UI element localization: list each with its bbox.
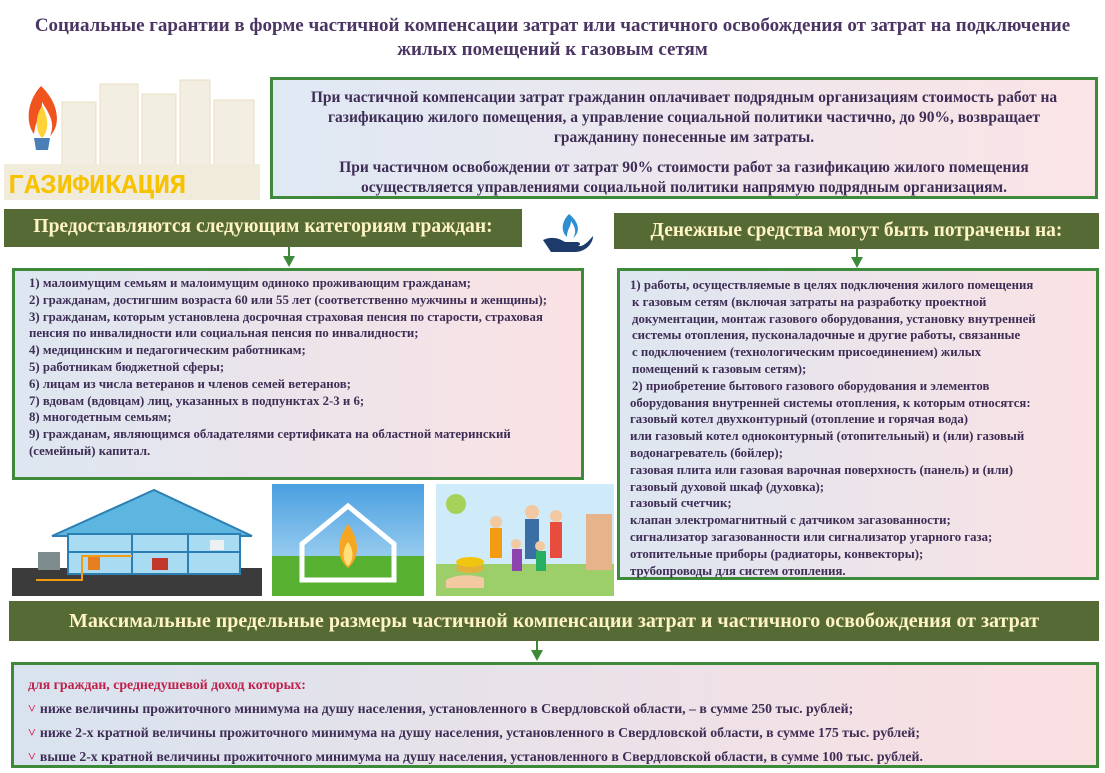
- down-arrow-icon: [531, 650, 543, 661]
- list-line: к газовым сетям (включая затраты на разработку проектной: [632, 294, 987, 309]
- list-item: [28, 697, 1086, 721]
- hand-flame-icon: [541, 210, 595, 254]
- list-item-text: выше 2-х кратной величины прожиточного минимума на душу населения, установленного в Свердловской области, в сумме 100 тыс. рублей.: [39, 749, 923, 764]
- list-line: газовый духовой шкаф (духовка);: [630, 479, 825, 494]
- gas-flame-icon: [29, 86, 57, 150]
- list-line: газовая плита или газовая варочная поверхность (панель) и (или): [630, 462, 1014, 477]
- list-line: системы отопления, пусконаладочные и другие работы, связанные: [632, 328, 1021, 343]
- list-line: помещений к газовым сетям);: [632, 361, 807, 376]
- list-line: трубопроводы для систем отопления.: [630, 563, 846, 578]
- check-mark-icon: ˅: [28, 701, 36, 716]
- house-flame-illustration: [272, 484, 424, 596]
- list-item: [28, 721, 1086, 745]
- max-heading: Максимальные предельные размеры частичной компенсации затрат и частичного освобождения от затрат: [9, 601, 1099, 641]
- family-illustration: [436, 484, 614, 596]
- list-line: 1) работы, осуществляемые в целях подключения жилого помещения: [630, 278, 1034, 292]
- list-item: 4) медицинским и педагогическим работникам;: [29, 343, 306, 358]
- logo-text: ГАЗИФИКАЦИЯ: [8, 172, 187, 200]
- gasification-logo: [4, 72, 260, 200]
- list-item: 6) лицам из числа ветеранов и членов семей ветеранов;: [29, 376, 351, 391]
- arrow-stem: [288, 247, 290, 256]
- list-item-text: ниже 2-х кратной величины прожиточного минимума на душу населения, установленного в Свердловской области, в сумме 175 тыс. рублей;: [39, 725, 920, 740]
- intro-paragraph-1: При частичной компенсации затрат гражданин оплачивает подрядным организациям стоимость работ на газификацию жилого помещения, а управление социальной политики частично, до 90%, возвращает гражданину понесенные им затраты.: [310, 89, 1058, 146]
- arrow-stem: [856, 249, 858, 257]
- list-line: сигнализатор загазованности или сигнализатор угарного газа;: [630, 529, 993, 544]
- spending-list: [617, 268, 1099, 580]
- list-item: [28, 745, 1086, 769]
- page-title: Социальные гарантии в форме частичной компенсации затрат или частичного освобождения от затрат на подключение жилых помещений к газовым сетям: [34, 15, 1071, 60]
- list-line: документации, монтаж газового оборудования, установку внутренней: [632, 311, 1036, 326]
- max-lead: для граждан, среднедушевой доход которых:: [28, 677, 306, 692]
- list-item: 8) многодетным семьям;: [29, 410, 172, 425]
- intro-box: [270, 77, 1098, 199]
- max-amounts-box: [11, 662, 1099, 768]
- list-line: газовый котел двухконтурный (отопление и горячая вода): [630, 412, 968, 427]
- list-item-text: ниже величины прожиточного минимума на душу населения, установленного в Свердловской области, – в сумме 250 тыс. рублей;: [39, 701, 854, 716]
- down-arrow-icon: [851, 257, 863, 268]
- check-mark-icon: ˅: [28, 725, 36, 740]
- categories-list: [12, 268, 584, 480]
- spending-heading: Денежные средства могут быть потрачены на:: [614, 213, 1099, 249]
- list-line: с подключением (технологическим присоединением) жилых: [632, 345, 982, 360]
- list-line: отопительные приборы (радиаторы, конвекторы);: [630, 546, 924, 561]
- list-line: оборудования внутренней системы отопления, к которым относятся:: [630, 395, 1031, 410]
- list-line: или газовый котел одноконтурный (отопительный) и (или) газовый: [630, 429, 1025, 444]
- check-mark-icon: ˅: [28, 749, 36, 764]
- list-item: 2) гражданам, достигшим возраста 60 или 55 лет (соответственно мужчины и женщины);: [29, 292, 548, 307]
- list-item: 9) гражданам, являющимся обладателями сертификата на областной материнский (семейный) капитал.: [29, 427, 511, 458]
- list-line: водонагреватель (бойлер);: [630, 445, 783, 460]
- categories-heading: Предоставляются следующим категориям граждан:: [4, 209, 522, 247]
- list-line: 2) приобретение бытового газового оборудования и элементов: [632, 378, 990, 393]
- list-line: газовый счетчик;: [630, 496, 732, 511]
- list-item: 3) гражданам, которым установлена досрочная страховая пенсия по старости, страховая пенсия по инвалидности или социальная пенсия по инвалидности;: [29, 309, 543, 341]
- arrow-stem: [536, 641, 538, 650]
- intro-paragraph-2: При частичном освобождении от затрат 90% стоимости работ за газификацию жилого помещения осуществляется управлениями социальной политики напрямую подрядным организациям.: [339, 159, 1029, 196]
- list-item: 7) вдовам (вдовцам) лиц, указанных в подпунктах 2-3 и 6;: [29, 393, 365, 408]
- down-arrow-icon: [283, 256, 295, 267]
- house-heating-illustration: [12, 484, 262, 596]
- list-line: клапан электромагнитный с датчиком загазованности;: [630, 513, 951, 528]
- list-item: 1) малоимущим семьям и малоимущим одиноко проживающим гражданам;: [29, 276, 471, 290]
- list-item: 5) работникам бюджетной сферы;: [29, 359, 225, 374]
